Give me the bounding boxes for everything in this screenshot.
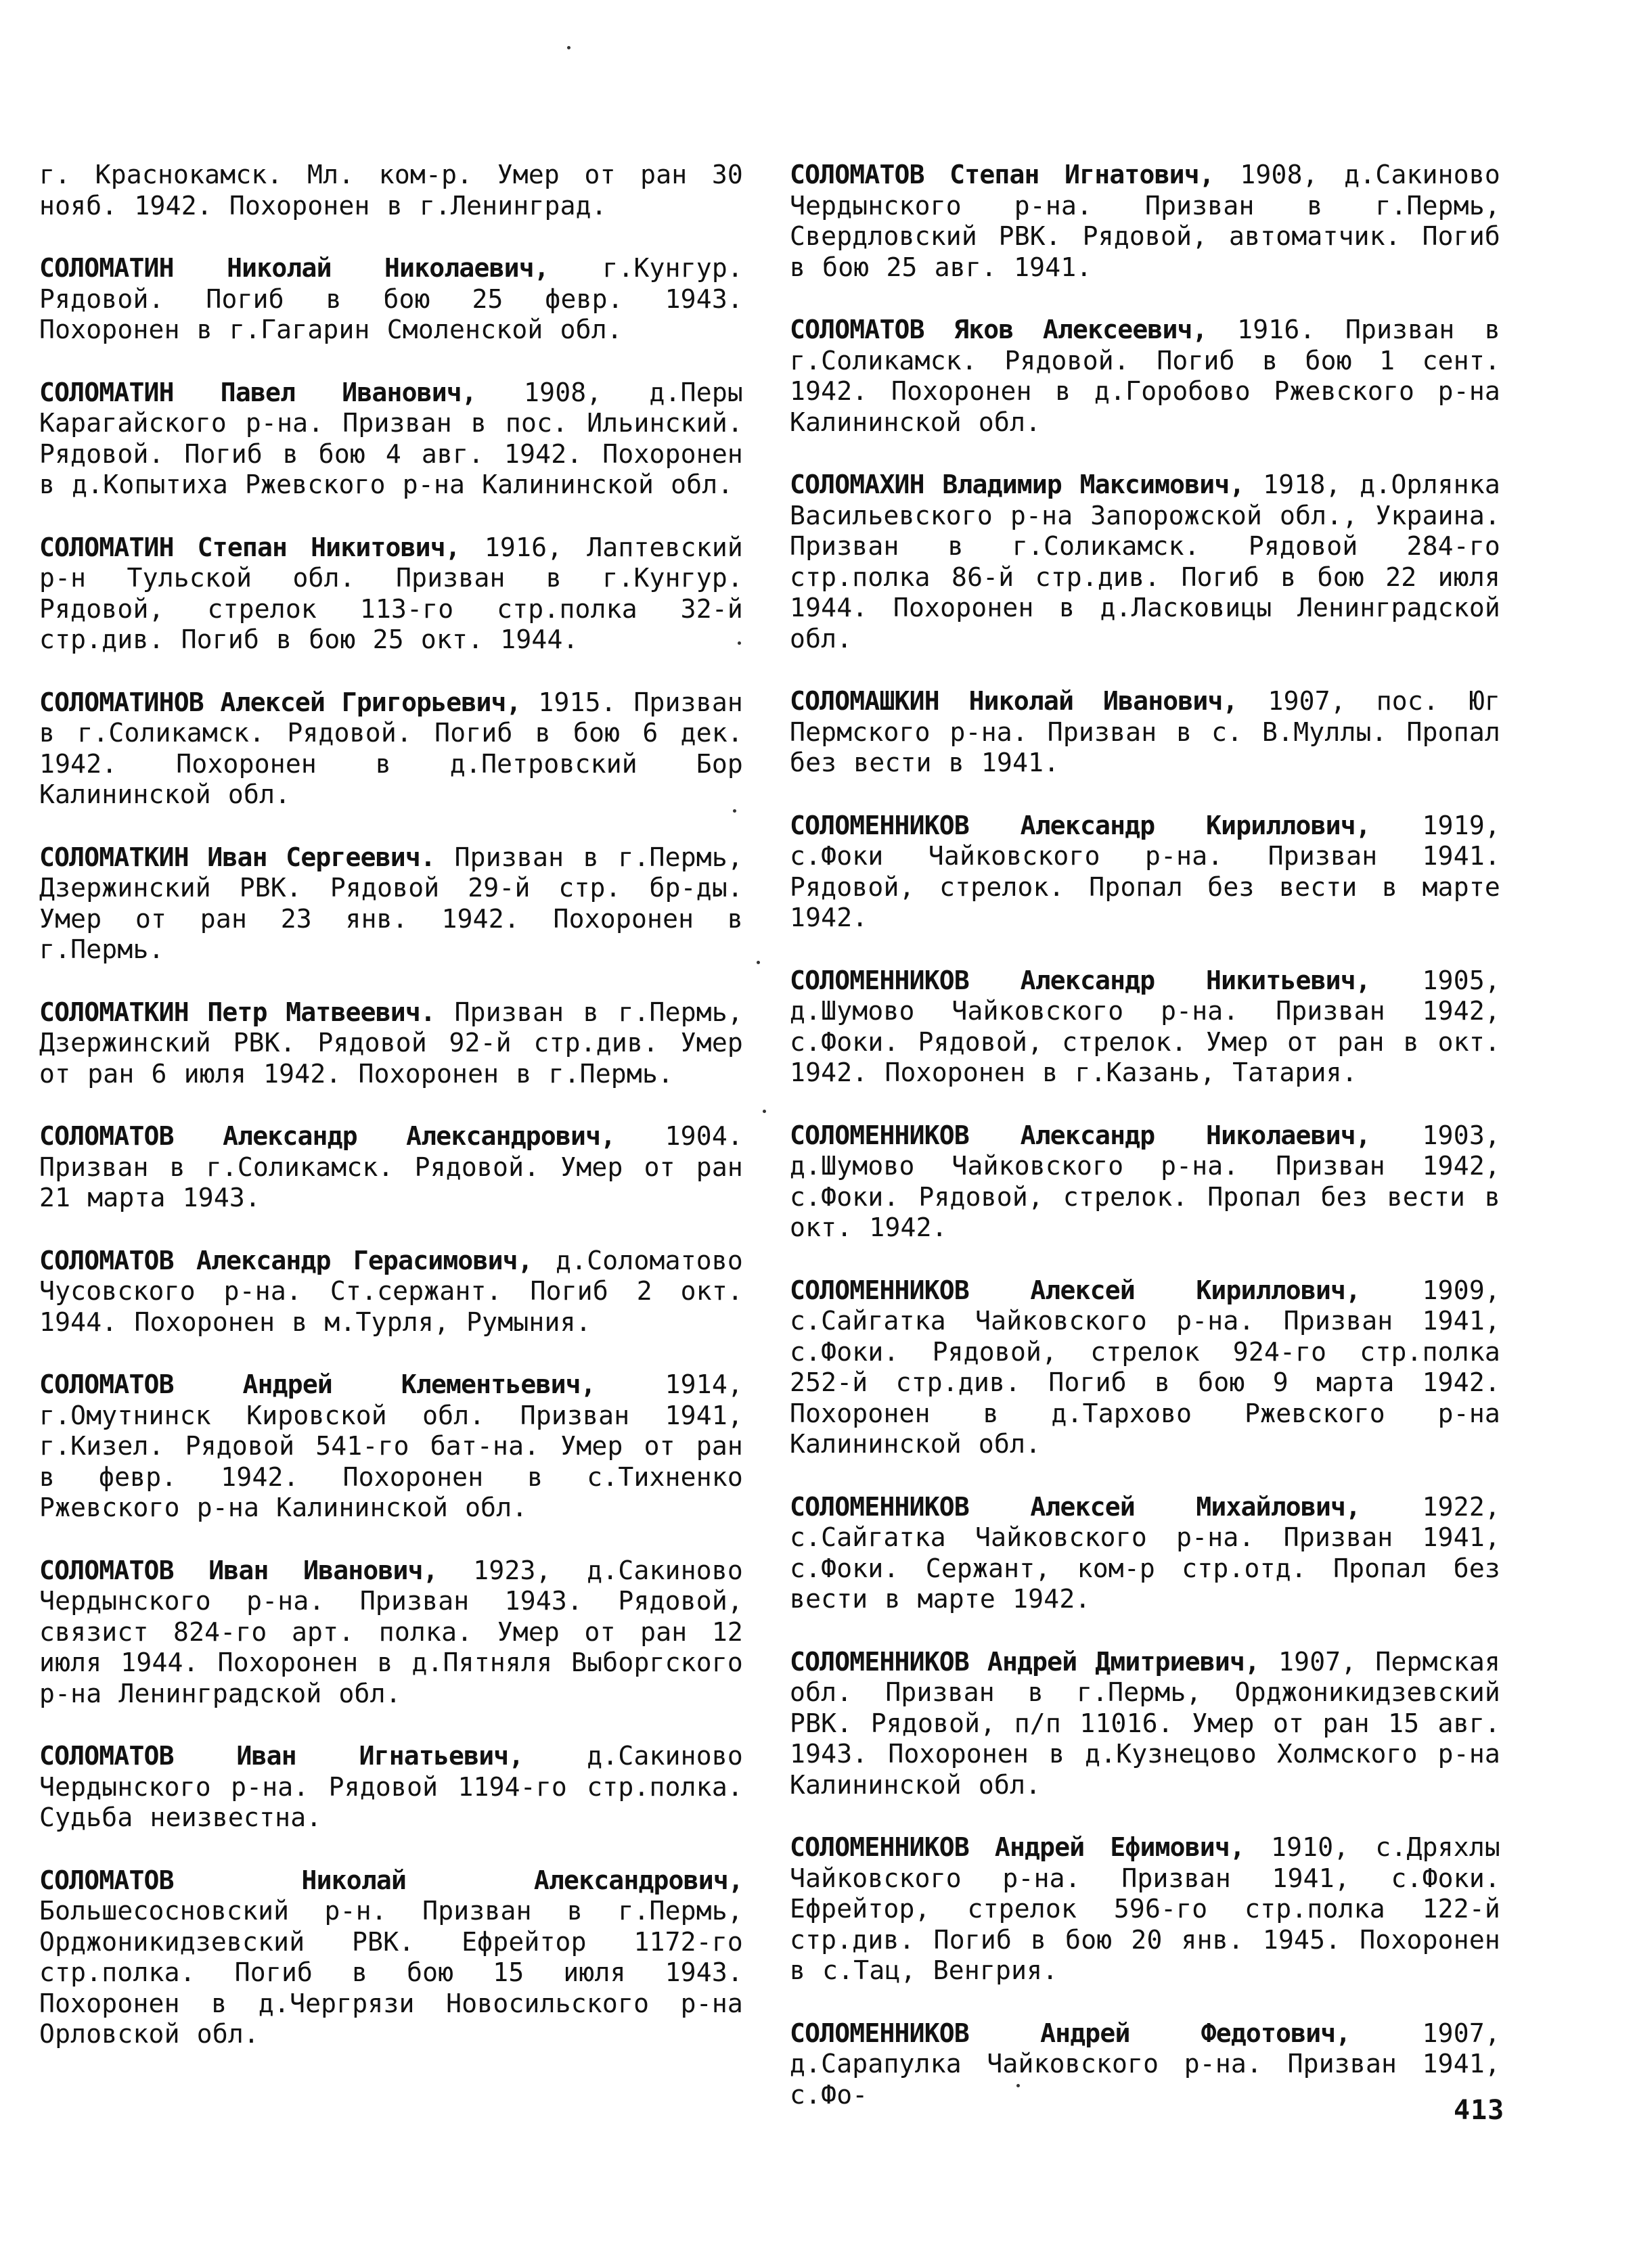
biography-entry: [39, 1556, 743, 1710]
entry-text: 1907, пос. Юг Пермского р-на. Призван в с. В.Муллы. Пропал без вести в 1941.: [790, 686, 1500, 777]
entry-text: 1918, д.Орлянка Васильевского р-на Запорожской обл., Украина. Призван в г.Соликамск. Рядовой 284-го стр.полка 86-й стр.див. Погиб в бою 22 июля 1944. Похоронен в д.Ласковицы Ленинградской обл.: [790, 470, 1500, 654]
biography-entry: [790, 686, 1500, 779]
entry-text: 1908, д.Перы Карагайского р-на. Призван в пос. Ильинский. Рядовой. Погиб в бою 4 авг. 1942. Похоронен в д.Копытиха Ржевского р-на Калининской обл.: [39, 377, 743, 499]
biography-entry: [39, 1369, 743, 1524]
entry-name: СОЛОМАТОВ Александр Герасимович,: [39, 1245, 533, 1275]
biography-entry: [39, 997, 743, 1090]
entry-name: СОЛОМАТИН Николай Николаевич,: [39, 253, 549, 283]
scan-speck: [567, 46, 570, 49]
entry-text: 1910, с.Дряхлы Чайковского р-на. Призван 1941, с.Фоки. Ефрейтор, стрелок 596-го стр.полка 122-й стр.див. Погиб в бою 20 янв. 1945. Похоронен в с.Тац, Венгрия.: [790, 1832, 1500, 1985]
entry-text: Призван в г.Пермь, Дзержинский РВК. Рядовой 29-й стр. бр-ды. Умер от ран 23 янв. 1942. Похоронен в г.Пермь.: [39, 842, 744, 964]
entry-text: 1919, с.Фоки Чайковского р-на. Призван 1941. Рядовой, стрелок. Пропал без вести в марте 1942.: [790, 810, 1500, 932]
entry-name: СОЛОМАТИНОВ Алексей Григорьевич,: [39, 687, 521, 717]
scan-speck: [1016, 2084, 1020, 2087]
entry-name: СОЛОМАТКИН Иван Сергеевич.: [39, 842, 436, 872]
entry-text: 1923, д.Сакиново Чердынского р-на. Призван 1943. Рядовой, связист 824-го арт. полка. Умер от ран 12 июля 1944. Похоронен в д.Пятняля Выборгского р-на Ленинградской обл.: [39, 1555, 744, 1708]
entry-text: 1904. Призван в г.Соликамск. Рядовой. Умер от ран 21 марта 1943.: [39, 1121, 743, 1212]
entry-name: СОЛОМЕННИКОВ Алексей Кириллович,: [790, 1275, 1361, 1305]
entry-text: 1916. Призван в г.Соликамск. Рядовой. Погиб в бою 1 сент. 1942. Похоронен в д.Горобово Ржевского р-на Калининской обл.: [790, 315, 1500, 437]
entry-text: д.Сакиново Чердынского р-на. Рядовой 1194-го стр.полка. Судьба неизвестна.: [39, 1741, 743, 1832]
biography-entry: [39, 687, 743, 811]
biography-entry: [790, 1832, 1500, 1987]
entry-name: СОЛОМЕННИКОВ Александр Никитьевич,: [790, 965, 1370, 995]
entry-name: СОЛОМАТОВ Николай Александрович,: [39, 1865, 743, 1895]
biography-entry: [39, 1121, 743, 1214]
entry-name: СОЛОМАТОВ Иван Иванович,: [39, 1555, 438, 1585]
biography-entry: [790, 160, 1500, 283]
entry-name: СОЛОМЕННИКОВ Александр Кириллович,: [790, 810, 1370, 840]
entry-text: 1903, д.Шумово Чайковского р-на. Призван 1942, с.Фоки. Рядовой, стрелок. Пропал без вести в окт. 1942.: [790, 1120, 1500, 1242]
biography-entry: [790, 2018, 1500, 2111]
entry-text: г.Кунгур. Рядовой. Погиб в бою 25 февр. 1943. Похоронен в г.Гагарин Смоленской обл.: [39, 253, 744, 344]
entry-name: СОЛОМЕННИКОВ Андрей Федотович,: [790, 2018, 1351, 2048]
scan-speck: [763, 1110, 766, 1113]
entry-name: СОЛОМАТОВ Иван Игнатьевич,: [39, 1741, 524, 1771]
entry-name: СОЛОМАТОВ Яков Алексеевич,: [790, 315, 1207, 344]
biography-entry: [39, 253, 743, 346]
biography-entry: [39, 378, 743, 501]
biography-entry: [790, 470, 1500, 654]
entry-text: 1909, с.Сайгатка Чайковского р-на. Призван 1941, с.Фоки. Рядовой, стрелок 924-го стр.полка 252-й стр.див. Погиб в бою 9 марта 1942. Похоронен в д.Тархово Ржевского р-на Калининской обл.: [790, 1275, 1500, 1459]
entry-text: Большесосновский р-н. Призван в г.Пермь, Орджоникидзевский РВК. Ефрейтор 1172-го стр.полка. Погиб в бою 15 июля 1943. Похоронен в д.Чергрязи Новосильского р-на Орловской обл.: [39, 1896, 743, 2049]
biography-entry: [39, 532, 743, 656]
entry-name: СОЛОМЕННИКОВ Андрей Ефимович,: [790, 1832, 1245, 1862]
left-column: [39, 160, 743, 2082]
entry-text: 1914, г.Омутнинск Кировской обл. Призван 1941, г.Кизел. Рядовой 541-го бат-на. Умер от ран в февр. 1942. Похоронен в с.Тихненко Ржевского р-на Калининской обл.: [39, 1369, 743, 1522]
entry-name: СОЛОМЕННИКОВ Александр Николаевич,: [790, 1120, 1370, 1150]
entry-name: СОЛОМАШКИН Николай Иванович,: [790, 686, 1238, 716]
biography-entry: [790, 966, 1500, 1089]
entry-name: СОЛОМЕННИКОВ Андрей Дмитриевич,: [790, 1646, 1260, 1677]
entry-text: Призван в г.Пермь, Дзержинский РВК. Рядовой 92-й стр.див. Умер от ран 6 июля 1942. Похоронен в г.Пермь.: [39, 997, 744, 1089]
entry-name: СОЛОМАТКИН Петр Матвеевич.: [39, 997, 436, 1027]
biography-entry: [39, 842, 743, 966]
entry-text: 1915. Призван в г.Соликамск. Рядовой. Погиб в бою 6 дек. 1942. Похоронен в д.Петровский Бор Калининской обл.: [39, 687, 743, 809]
scan-speck: [733, 809, 736, 813]
entry-text: г. Краснокамск. Мл. ком-р. Умер от ран 30 нояб. 1942. Похоронен в г.Ленинград.: [39, 160, 743, 221]
biography-entry: [790, 1275, 1500, 1460]
entry-name: СОЛОМАТИН Павел Иванович,: [39, 377, 476, 407]
biography-entry: [790, 315, 1500, 438]
biography-entry: [790, 1492, 1500, 1615]
entry-text: 1907, Пермская обл. Призван в г.Пермь, Орджоникидзевский РВК. Рядовой, п/п 11016. Умер от ран 15 авг. 1943. Похоронен в д.Кузнецово Холмского р-на Калининской обл.: [790, 1646, 1500, 1800]
entry-name: СОЛОМЕННИКОВ Алексей Михайлович,: [790, 1491, 1361, 1522]
entry-name: СОЛОМАТОВ Андрей Клементьевич,: [39, 1369, 596, 1399]
scan-speck: [738, 641, 741, 645]
biography-entry: [39, 1741, 743, 1834]
scan-speck: [757, 961, 760, 964]
entry-name: СОЛОМАХИН Владимир Максимович,: [790, 470, 1245, 499]
entry-text: 1907, д.Сарапулка Чайковского р-на. Призван 1941, с.Фо-: [790, 2018, 1500, 2110]
entry-text: 1908, д.Сакиново Чердынского р-на. Призван в г.Пермь, Свердловский РВК. Рядовой, автоматчик. Погиб в бою 25 авг. 1941.: [790, 160, 1500, 282]
entry-text: д.Соломатово Чусовского р-на. Ст.сержант. Погиб 2 окт. 1944. Похоронен в м.Турля, Румыния.: [39, 1245, 744, 1337]
page-number: 413: [1454, 2095, 1505, 2126]
entry-text: 1905, д.Шумово Чайковского р-на. Призван 1942, с.Фоки. Рядовой, стрелок. Умер от ран в окт. 1942. Похоронен в г.Казань, Татария.: [790, 965, 1500, 1087]
biography-entry: [39, 160, 743, 221]
entry-name: СОЛОМАТОВ Степан Игнатович,: [790, 160, 1214, 189]
biography-entry: [790, 1647, 1500, 1801]
entry-text: 1916, Лаптевский р-н Тульской обл. Призван в г.Кунгур. Рядовой, стрелок 113-го стр.полка 32-й стр.див. Погиб в бою 25 окт. 1944.: [39, 532, 743, 654]
entry-name: СОЛОМАТОВ Александр Александрович,: [39, 1121, 616, 1151]
entry-name: СОЛОМАТИН Степан Никитович,: [39, 532, 460, 562]
biography-entry: [39, 1246, 743, 1338]
biography-entry: [790, 811, 1500, 934]
right-column: [790, 160, 1500, 2142]
biography-entry: [39, 1865, 743, 2050]
entry-text: 1922, с.Сайгатка Чайковского р-на. Призван 1941, с.Фоки. Сержант, ком-р стр.отд. Пропал без вести в марте 1942.: [790, 1491, 1500, 1614]
biography-entry: [790, 1120, 1500, 1244]
